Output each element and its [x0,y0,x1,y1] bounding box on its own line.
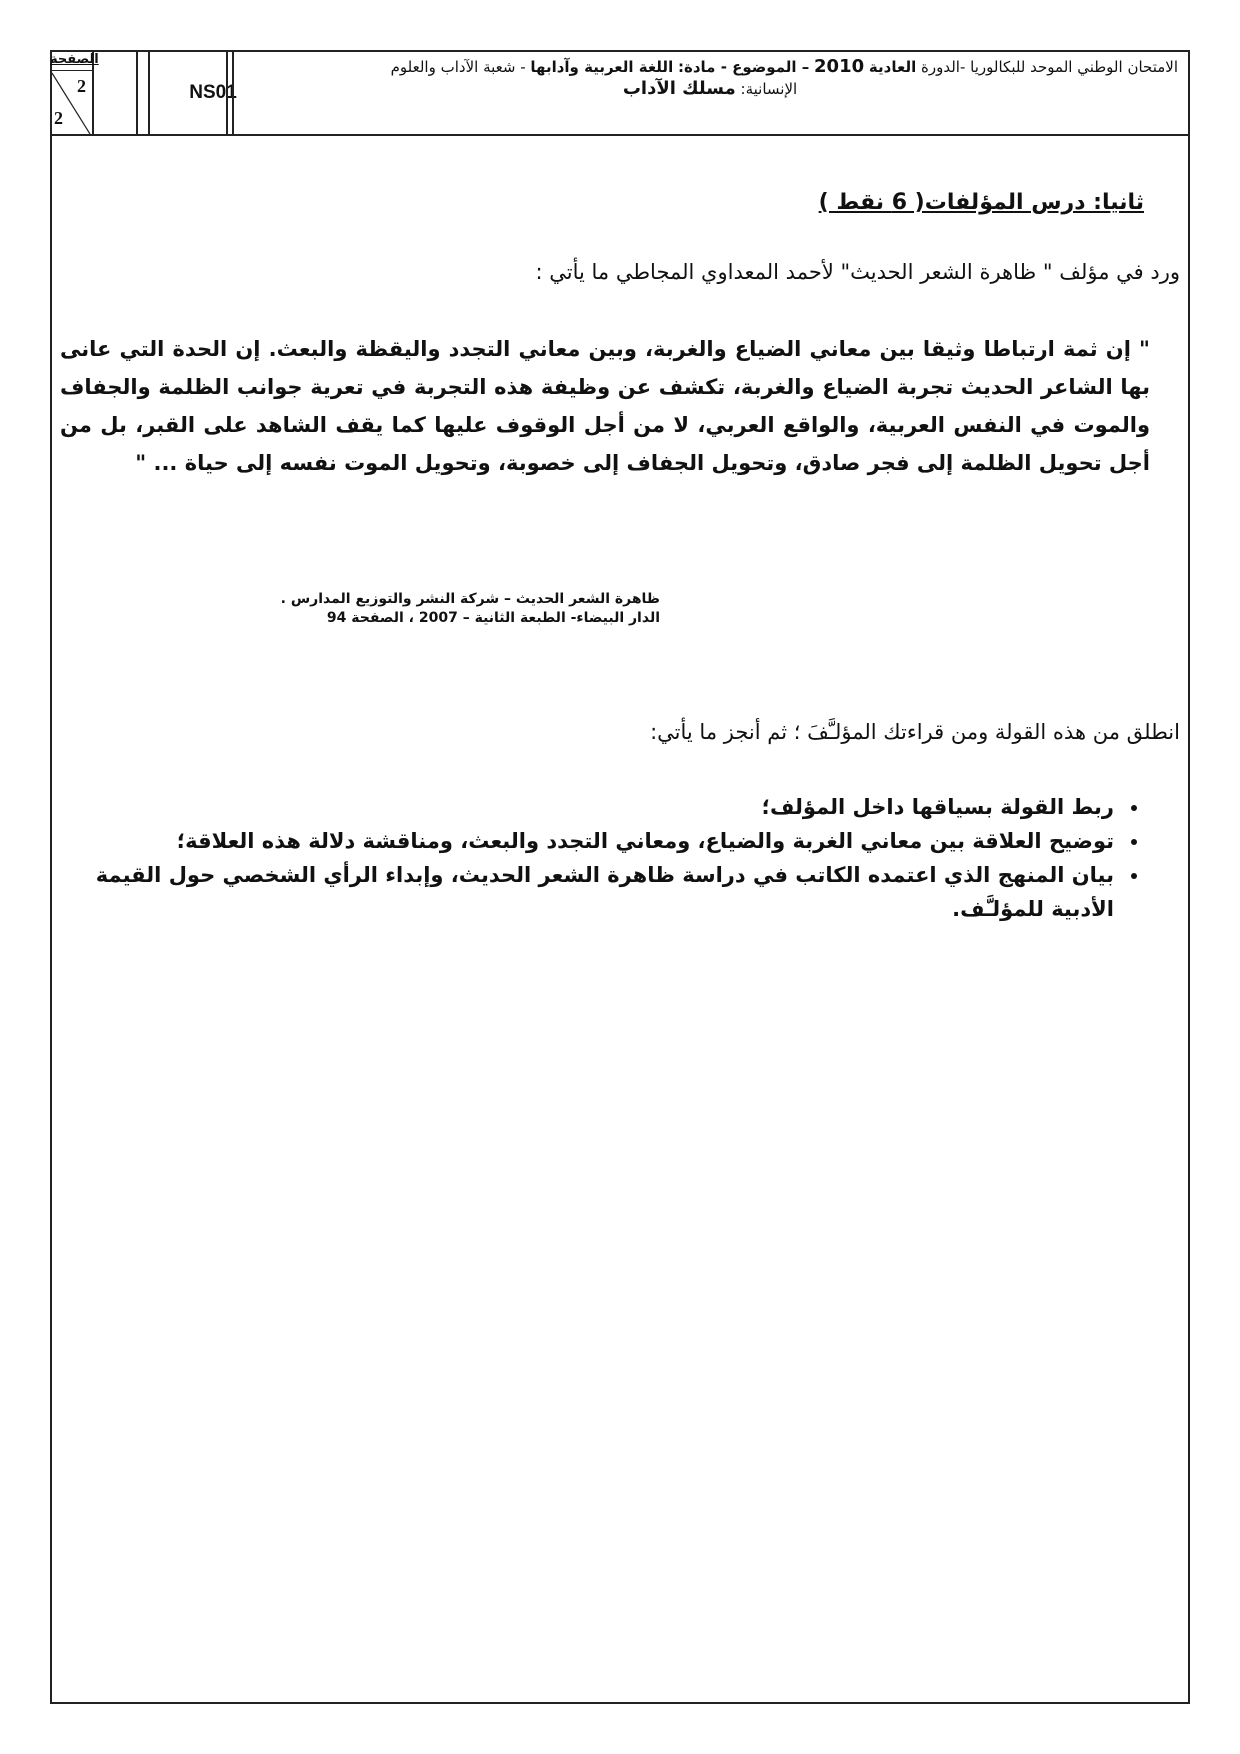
task-list [48,790,1180,926]
header-divider [136,50,138,136]
header-line2-prefix: الإنسانية: [740,80,798,98]
reference-line-1: ظاهرة الشعر الحديث – شركة النشر والتوزيع المدارس . [280,591,660,607]
quote-paragraph: " إن ثمة ارتباطا وثيقا بين معاني الضياع والغربة، وبين معاني التجدد واليقظة والبعث. إن الحدة التي عانى بها الشاعر الحديث تجربة الضياع والغربة، تكشف عن وظيفة هذه التجربة في تعرية جوانب الظلمة والجفاف والموت في النفس العربية، والواقع العربي، لا من أجل الوقوف عليها كما يقف الشاهد على القبر، بل من أجل تحويل الظلمة إلى فجر صادق، وتحويل الجفاف إلى خصوبة، وتحويل الموت نفسه إلى حياة ... " [60,337,1150,475]
header-double-divider [226,50,234,136]
header-text [242,56,1178,100]
header-prefix: الامتحان الوطني الموحد للبكالوريا -الدورة [921,58,1178,76]
header-subject: اللغة العربية وآدابها [530,58,674,76]
list-item: • ربط القولة بسياقها داخل المؤلف؛ [48,790,1118,824]
header-year: 2010 [814,56,865,77]
intro-text: ورد في مؤلف " ظاهرة الشعر الحديث" لأحمد المعداوي المجاطي ما يأتي : [535,260,1180,284]
header-track: مسلك الآداب [622,78,736,99]
reference [140,590,660,628]
list-item: • بيان المنهج الذي اعتمده الكاتب في دراسة ظاهرة الشعر الحديث، وإبداء الرأي الشخصي حول القيمة الأدبية للمؤلـَّف. [48,858,1118,926]
page-number-box [50,50,99,136]
header-line-1 [242,56,1178,78]
header-subject-prefix: – الموضوع - مادة: [678,58,810,76]
page-current: 2 [77,76,86,96]
list-item: • توضيح العلاقة بين معاني الغربة والضياع، ومعاني التجدد والبعث، ومناقشة دلالة هذه العلاقة؛ [48,824,1118,858]
exam-header [50,50,1190,136]
section-title: ثانيا: درس المؤلفات( 6 نقط ) [818,190,1144,215]
exam-code-text: NS01 [189,82,237,103]
page-label: الصفحة [50,50,92,71]
page-total: 2 [54,108,63,128]
header-session: العادية [868,58,917,76]
reference-line-2: الدار البيضاء- الطبعة الثانية – 2007 ، الصفحة 94 [326,610,660,626]
header-branch: - شعبة الآداب والعلوم [390,58,526,76]
header-line-2 [623,80,797,98]
task-intro: انطلق من هذه القولة ومن قراءتك المؤلـَّفَ ؛ ثم أنجز ما يأتي: [650,720,1180,744]
